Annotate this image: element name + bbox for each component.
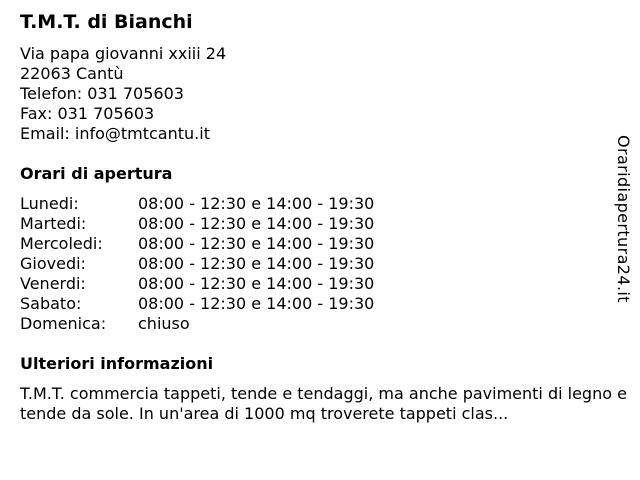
hours-row-monday bbox=[20, 194, 620, 214]
day-label: Venerdi: bbox=[20, 274, 86, 293]
street-address: Via papa giovanni xxiii 24 bbox=[20, 44, 227, 63]
business-name: T.M.T. di Bianchi bbox=[20, 11, 193, 33]
email-address: Email: info@tmtcantu.it bbox=[20, 124, 210, 143]
day-label: Sabato: bbox=[20, 294, 82, 313]
hours-row-saturday bbox=[20, 294, 620, 314]
time-range: 08:00 - 12:30 e 14:00 - 19:30 bbox=[138, 254, 375, 273]
address-block bbox=[20, 44, 620, 144]
time-range: 08:00 - 12:30 e 14:00 - 19:30 bbox=[138, 274, 375, 293]
fax-number: Fax: 031 705603 bbox=[20, 104, 155, 123]
hours-row-thursday bbox=[20, 254, 620, 274]
time-range: 08:00 - 12:30 e 14:00 - 19:30 bbox=[138, 194, 375, 213]
business-description: T.M.T. commercia tappeti, tende e tendaggi, ma anche pavimenti di legno e tende da sole. In un'area di 1000 mq troverete tappeti clas... bbox=[20, 384, 627, 423]
time-range: 08:00 - 12:30 e 14:00 - 19:30 bbox=[138, 234, 375, 253]
hours-row-tuesday bbox=[20, 214, 620, 234]
opening-hours-table bbox=[20, 194, 620, 334]
site-watermark: Oraridiapertura24.it bbox=[614, 135, 633, 303]
time-range: 08:00 - 12:30 e 14:00 - 19:30 bbox=[138, 294, 375, 313]
hours-row-friday bbox=[20, 274, 620, 294]
day-label: Domenica: bbox=[20, 314, 107, 333]
opening-hours-heading: Orari di apertura bbox=[20, 164, 173, 183]
day-label: Giovedi: bbox=[20, 254, 86, 273]
day-label: Martedi: bbox=[20, 214, 87, 233]
phone-number: Telefon: 031 705603 bbox=[20, 84, 184, 103]
day-label: Lunedi: bbox=[20, 194, 79, 213]
time-range: chiuso bbox=[138, 314, 190, 333]
hours-row-sunday bbox=[20, 314, 620, 334]
hours-row-wednesday bbox=[20, 234, 620, 254]
city-address: 22063 Cantù bbox=[20, 64, 124, 83]
time-range: 08:00 - 12:30 e 14:00 - 19:30 bbox=[138, 214, 375, 233]
day-label: Mercoledi: bbox=[20, 234, 103, 253]
additional-info-heading: Ulteriori informazioni bbox=[20, 354, 214, 373]
